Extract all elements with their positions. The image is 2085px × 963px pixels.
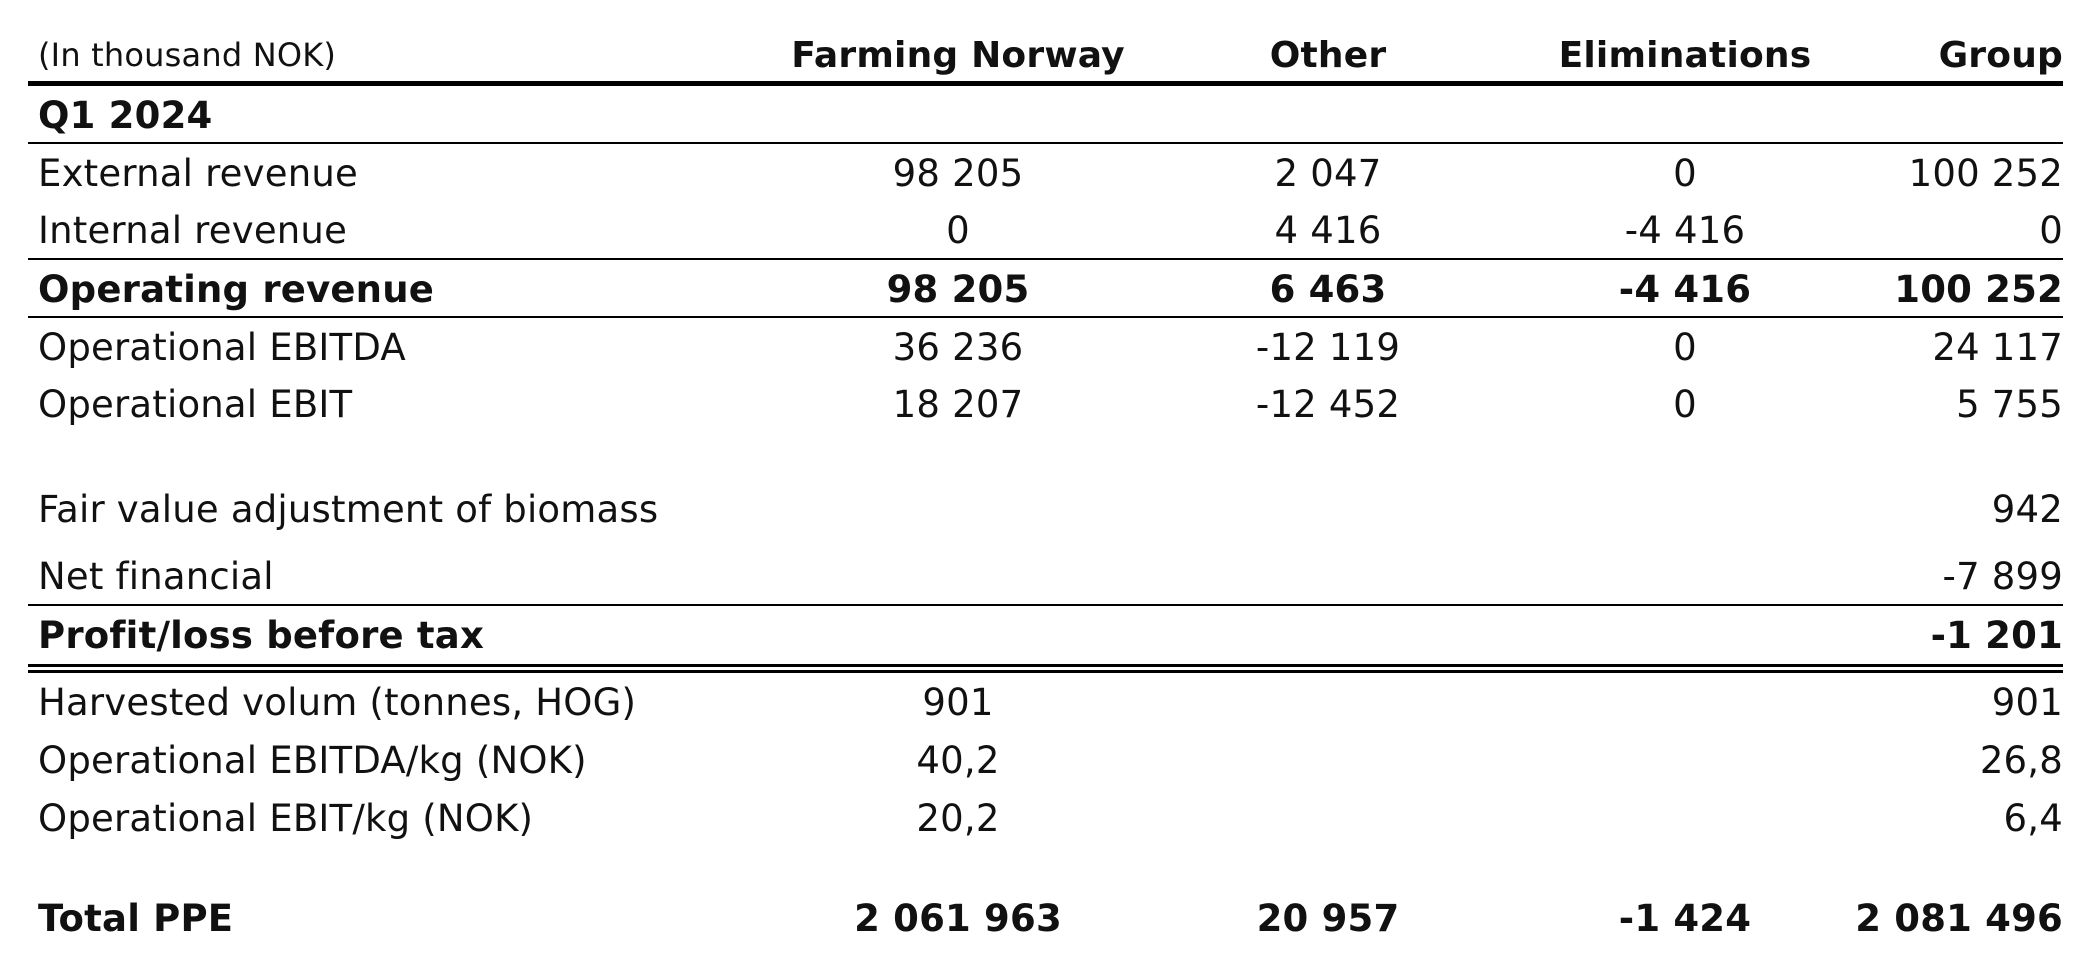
cell-group: -1 201 [1930, 613, 2063, 657]
table-header-row [28, 26, 2063, 84]
row-label: Total PPE [38, 896, 234, 940]
cell-group: 100 252 [1908, 151, 2063, 195]
column-header-eliminations: Eliminations [1558, 34, 1812, 76]
row-label: Operating revenue [38, 267, 435, 311]
cell-farming-norway: 20,2 [916, 796, 1000, 840]
row-label: Operational EBIT/kg (NOK) [38, 796, 534, 840]
table-row-external-revenue [28, 144, 2063, 202]
cell-other: 4 416 [1274, 208, 1382, 252]
table-row-operating-revenue [28, 260, 2063, 318]
table-row-internal-revenue [28, 201, 2063, 259]
table-row-ebit-per-kg [28, 789, 2063, 847]
table-row-net-financial [28, 547, 2063, 605]
unit-note: (In thousand NOK) [38, 36, 337, 74]
cell-farming-norway: 98 205 [886, 267, 1030, 311]
cell-eliminations: -4 416 [1624, 208, 1746, 252]
cell-other: 20 957 [1256, 896, 1400, 940]
cell-other: 6 463 [1269, 267, 1387, 311]
cell-group: 26,8 [1979, 738, 2063, 782]
cell-group: 901 [1991, 680, 2063, 724]
cell-farming-norway: 98 205 [892, 151, 1024, 195]
cell-other: -12 119 [1255, 325, 1401, 369]
cell-farming-norway: 18 207 [892, 382, 1024, 426]
cell-group: 24 117 [1932, 325, 2063, 369]
cell-eliminations: 0 [1673, 151, 1697, 195]
row-label: Net financial [38, 554, 274, 598]
cell-eliminations: 0 [1673, 382, 1697, 426]
row-label: Internal revenue [38, 208, 348, 252]
cell-eliminations: 0 [1673, 325, 1697, 369]
double-rule-top [28, 664, 2063, 667]
table-row-harvested-volume [28, 673, 2063, 731]
table-row-operational-ebit [28, 375, 2063, 433]
cell-other: -12 452 [1255, 382, 1401, 426]
cell-farming-norway: 40,2 [916, 738, 1000, 782]
row-label: Fair value adjustment of biomass [38, 487, 659, 531]
cell-other: 2 047 [1274, 151, 1382, 195]
row-label: Operational EBIT [38, 382, 353, 426]
row-label: Profit/loss before tax [38, 613, 485, 657]
table-row-profit-loss-before-tax [28, 606, 2063, 664]
cell-farming-norway: 36 236 [892, 325, 1024, 369]
cell-group: 942 [1991, 487, 2063, 531]
row-label: Harvested volum (tonnes, HOG) [38, 680, 637, 724]
row-label: Operational EBITDA/kg (NOK) [38, 738, 587, 782]
cell-group: 0 [2039, 208, 2063, 252]
section-title: Q1 2024 [38, 93, 213, 137]
cell-group: 6,4 [2003, 796, 2063, 840]
cell-eliminations: -1 424 [1618, 896, 1752, 940]
cell-group: 100 252 [1894, 267, 2063, 311]
column-header-group: Group [1938, 34, 2063, 76]
cell-eliminations: -4 416 [1618, 267, 1752, 311]
cell-group: 2 081 496 [1855, 896, 2063, 940]
cell-group: 5 755 [1956, 382, 2063, 426]
table-row-operational-ebitda [28, 318, 2063, 376]
table-row-ebitda-per-kg [28, 731, 2063, 789]
cell-farming-norway: 2 061 963 [854, 896, 1062, 940]
column-header-other: Other [1269, 34, 1387, 76]
cell-farming-norway: 0 [946, 208, 970, 252]
cell-group: -7 899 [1942, 554, 2063, 598]
row-label: Operational EBITDA [38, 325, 406, 369]
section-title-row [28, 86, 2063, 144]
table-row-total-ppe [28, 889, 2063, 947]
cell-farming-norway: 901 [922, 680, 994, 724]
table-row-fair-value-adjustment [28, 480, 2063, 538]
column-header-farming-norway: Farming Norway [791, 34, 1125, 76]
row-label: External revenue [38, 151, 358, 195]
